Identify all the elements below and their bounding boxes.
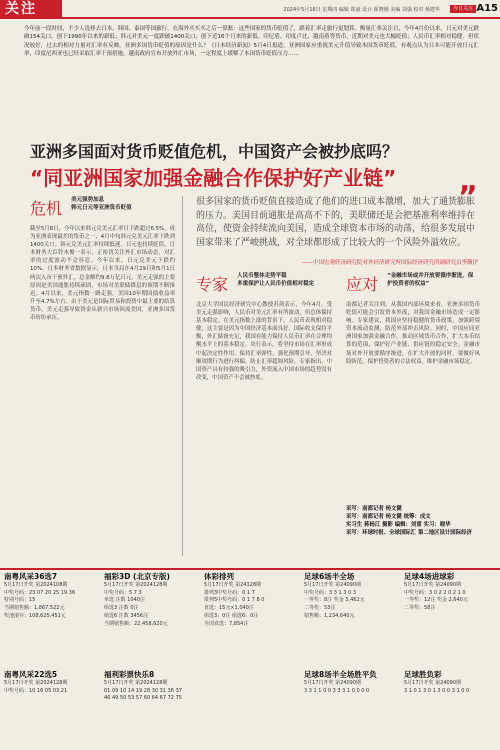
section-label: 关注 [0, 0, 62, 19]
response-body: 南都记者关注到，从我国内部环境来看，亚洲多国货币贬值可能会引发资本外流，对我国金融市场造成一定影响。专家建议，我国应坚持稳健的货币政策，加强跨境资本流动监测，防范外部冲击风险。同时，中国应同亚洲国家加强金融合作，推动区域货币合作，扩大本币结算的范围，保护好产业链、供应链的稳定安全。金融市场对外开放要循序渐进，在扩大开放的同时，要做好风险防范，保护投资者的合法权益，维护金融市场稳定。 [346, 302, 480, 365]
expert-body: 北京大学国民经济研究中心教授苏剑表示，今年4月，受美元走强影响，人民币对美元汇率有所波动，但总体保持基本稳定。在美元指数上涨的背景下，人民币表现相对稳健，这主要是因为中国经济基本面良好，国际收支保持平衡，外汇储备充足，我国有能力保持人民币汇率在合理均衡水平上的基本稳定。央行表示，将坚持市场在汇率形成中起决定性作用，保持汇率弹性，强化预期引导，坚决对顺周期行为进行纠偏，防止汇率超调风险。专家指出，中国资产具有较强的吸引力，外资流入中国市场的趋势没有改变，中国资产不会被抄底。 [196, 302, 332, 381]
date-line: 2024年5月16日 星期四 编辑 郑丽 设计 翟晓刚 美编 刘强 校对 杨建华 [283, 7, 440, 13]
response-subheading: “金融市场或并开放要循序渐进，保护投资者的权益” [387, 273, 474, 287]
crisis-subheading: 美元强势加息 韩元日元等亚洲货币贬值 [71, 197, 132, 211]
quote-attribution: ——中国宏观经济研究院对外经济研究所国际经济研究所副研究员李馥伊 [301, 260, 478, 266]
page-header [0, 0, 500, 19]
edition-badge: 今日关注 [450, 5, 476, 13]
lottery-block: 足球6场半全场 5月17日开奖 第24090期 中奖号码：3 3 1 3 0 3 一等奖：8注 奖金 5,462元 二等奖：53注 销售额：1,234,640元 [304, 572, 365, 619]
lottery-block: 南粤风采22选5 5月17日开奖 第2024128期 中奖号码：10 16 05 03 21 [4, 670, 68, 694]
crisis-section [30, 196, 175, 575]
pull-quote: 很多国家的货币贬值直接造成了他们的进口成本激增，加大了通货膨胀的压力。美国目前通胀是高高不下的，美联储还是会把基准利率维持在高位，使资金持续流向美国，造成全球资本市场的动荡，给很多发展中国家带来了严峻挑战，对全球都形成了比较大的一个风险外溢效应。 [196, 197, 476, 248]
quote-mark-icon: ” [458, 180, 478, 215]
crisis-body: 截至5月8日，今年以来韩元兑美元汇率日下跌超过6.5%，成为亚洲表现最差的货币之一，4月中旬韩元兑美元汇率下跌到1400关口。韩元兑美元汇率持续低迷，日元也持续贬值。日本财务大臣铃木俊一表示，正密切关注外汇市场动态，对汇率的过度波动不会容忍。今年以来，日元兑美元下跌约10%，日本财务省数据显示，日本当局在4月29日和5月1日两次入市干预外汇，总金额约9.8万亿日元。美元走强的主要原因是美国通胀持续顽固，市场对美联储降息的预期不断推迟。4月以来，美元指数一路走强，美国10年期国债收益率升至4.7%左右。由于美元是国际贸易和投资中最主要的结算货币，美元走强导致资金从新兴市场回流美国，亚洲多国货币纷纷承压。 [30, 226, 175, 322]
headline: 亚洲多国面对货币贬值危机，中国资产会被抄底吗？ [30, 142, 399, 161]
lottery-block: 足球4场进球彩 5月17日开奖 第24090期 中奖号码：3 0 2 2 0 2 1 0 一等奖：12注 奖金 2,640元 二等奖：58注 [404, 572, 468, 612]
lottery-block: 足球胜负彩 5月17日开奖 第24090期 3 1 0 1 3 0 1 3 0 0 3 1 0 0 [404, 670, 470, 694]
lottery-block: 福利彩票快乐8 5月17日开奖 第2024128期 01 09 10 14 19 28 30 31 36 37 46 49 50 53 57 60 64 67 72 75 [104, 670, 182, 702]
page-number: A15 [476, 3, 498, 14]
expert-subheading: 人民币整体走势平稳 多重保护让人民币价值相对稳定 [237, 273, 315, 287]
expert-tag: 专家 [196, 275, 229, 294]
expert-section [196, 272, 332, 571]
lead-paragraph: 今年前一段时间，不少人选择去日本、韩国、泰国等国旅行，在海外买买买之后一算账：这些国家的货币贬值了，跟着汇率走旅行更划算。衡量汇率关注日，今年4月份以来，日元对美元跌破154关口，创下1990年以来的新低；韩元对美元一度跌破1400关口，创下近16个月来的新低。印尼盾、印度卢比、越南盾等货币，近期对美元也大幅贬值；人民币汇率相对稳健。但状况较好，过去的相对力量对汇率有反映。亚洲多国货币贬值的原因是什么？《日本经济新闻》5月4日报道，亚洲国家应重视美元升值导致本国货币贬值，有观点认为日本可能开放日元汇率，印度尼西亚也已经采取汇率干预措施，越南政府宣布开放外汇市场，一定程度上缓解了本国货币贬值压力…… [24, 26, 479, 58]
lottery-block: 福彩3D (北京专版) 5月17日开奖 第2024128期 中奖号码：5 7 3 单选 注数 1040注 组选3 注数 0注 组选6 注数 3456注 当期销售额：22,458,620元 [104, 572, 170, 627]
lottery-block: 南粤风采36选7 5月17日开奖 第2024108期 中奖号码：23 07 20 25 19 36 特别号码：15 当期销售额：1,867,522元 奖池滚存：108,625,451元 [4, 572, 76, 619]
response-tag: 应对 [346, 275, 379, 294]
crisis-tag: 危机 [30, 199, 63, 218]
lottery-block: 体彩排列 5月17日开奖 第24128期 排列3中奖号码：0 1 7 排列5中奖号码：0 1 7 8 0 直选：15元×1,040注 组选3：0注 组选6：0注 全国直选：7,854注 [204, 572, 265, 627]
column-divider [182, 196, 183, 556]
response-section [346, 272, 480, 537]
kicker-headline: “同亚洲国家加强金融合作保护好产业链” [30, 166, 397, 190]
byline: 采写：南都记者 杨文健 采写：南都记者 杨文健 统筹：成文 实习生 蒋杨江 摄影 编辑：刘雷 实习：晓华 采写：环球时报、全球国际汇 第二地区设计国际经济 [346, 506, 472, 537]
lottery-block: 足球8场半全场胜平负 5月17日开奖 第24090期 3 3 1 1 0 0 3 3 3 1 0 0 0 0 [304, 670, 377, 694]
